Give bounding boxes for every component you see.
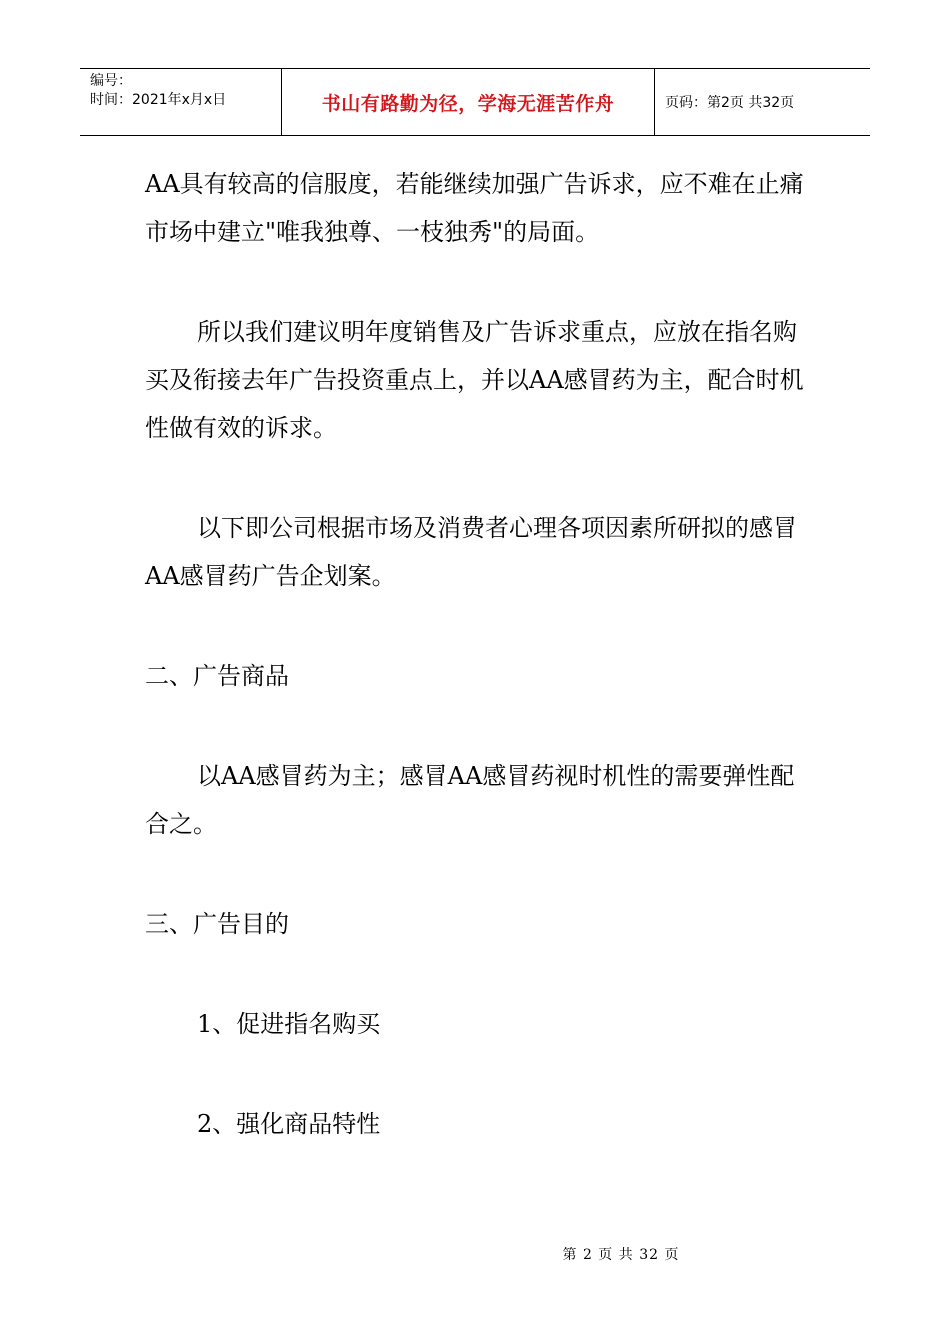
document-time-label: 时间：2021年x月x日 <box>90 92 227 108</box>
page-footer: 第 2 页 共 32 页 <box>562 1247 680 1263</box>
header-page-code: 页码：第2页 共32页 <box>665 95 795 111</box>
body-paragraph: 以下即公司根据市场及消费者心理各项因素所研拟的感冒AA感冒药广告企划案。 <box>145 514 797 590</box>
document-number-label: 编号： <box>90 73 132 89</box>
list-item: 1、促进指名购买 <box>197 1010 381 1038</box>
section-heading: 三、广告目的 <box>145 910 289 938</box>
body-paragraph: AA具有较高的信服度，若能继续加强广告诉求，应不难在止痛市场中建立"唯我独尊、一枝独秀"的局面。 <box>145 170 804 246</box>
body-paragraph: 以AA感冒药为主；感冒AA感冒药视时机性的需要弹性配合之。 <box>145 762 795 838</box>
document-body <box>145 160 815 1200</box>
list-item: 2、强化商品特性 <box>197 1110 381 1138</box>
body-paragraph: 所以我们建议明年度销售及广告诉求重点，应放在指名购买及衔接去年广告投资重点上，并以AA感冒药为主，配合时机性做有效的诉求。 <box>145 318 804 442</box>
header-motto: 书山有路勤为径，学海无涯苦作舟 <box>282 69 655 135</box>
page-header <box>80 68 870 136</box>
section-heading: 二、广告商品 <box>145 662 289 690</box>
header-info-cell <box>80 69 282 135</box>
